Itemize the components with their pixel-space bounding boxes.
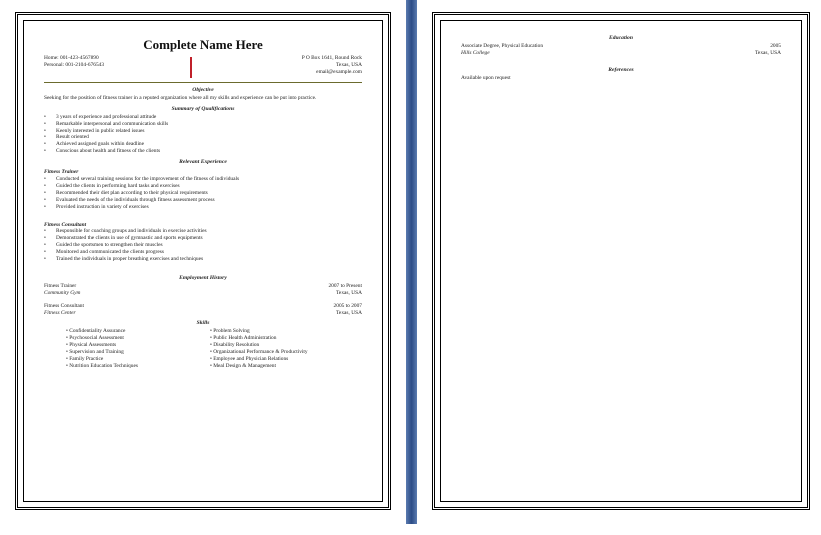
page-1-content: [44, 37, 362, 370]
skill-item[interactable]: • Psychosocial Assessment: [66, 335, 210, 342]
list-item[interactable]: • Responsible for coaching groups and individuals in exercise activities: [44, 228, 362, 235]
employment-company[interactable]: Community Gym: [44, 289, 81, 296]
education-location[interactable]: Texas, USA: [755, 49, 781, 56]
employment-row: [44, 310, 362, 317]
objective-heading[interactable]: Objective: [192, 87, 214, 93]
list-item[interactable]: • Conducted several training sessions for the improvement of the fitness of individuals: [44, 176, 362, 183]
list-item[interactable]: • Trained the individuals in proper breathing exercises and techniques: [44, 256, 362, 263]
skill-item[interactable]: • Meal Design & Management: [210, 363, 354, 370]
education-row: [461, 50, 781, 57]
list-item[interactable]: • Evaluated the needs of the individuals through fitness assessment process: [44, 197, 362, 204]
resume-page-2: [432, 12, 810, 510]
skills-right-column: [210, 328, 354, 369]
employment-row: [44, 290, 362, 297]
skill-item[interactable]: • Family Practice: [66, 356, 210, 363]
contact-block: [44, 55, 362, 81]
job-title[interactable]: Fitness Trainer: [44, 169, 79, 176]
email[interactable]: email@example.com: [316, 68, 362, 75]
skill-item[interactable]: • Disability Resolution: [210, 342, 354, 349]
page-2-content: [461, 35, 781, 82]
resume-page-1: [15, 12, 391, 510]
page-gutter: [406, 0, 417, 524]
references-heading[interactable]: References: [608, 66, 634, 73]
employment-row: [44, 303, 362, 310]
skill-item[interactable]: • Confidentiality Assurance: [66, 328, 210, 335]
job-duties-list: [44, 228, 362, 263]
address-line-1[interactable]: P O Box 1641, Round Rock: [301, 55, 362, 61]
home-phone[interactable]: Home: 001-423-4567890: [44, 55, 99, 61]
experience-heading[interactable]: Relevant Experience: [179, 159, 227, 166]
skill-item[interactable]: • Nutrition Education Techniques: [66, 363, 210, 370]
skill-item[interactable]: • Public Health Administration: [210, 335, 354, 342]
skill-item[interactable]: • Physical Assessments: [66, 342, 210, 349]
skill-item[interactable]: • Supervision and Training: [66, 349, 210, 356]
list-item[interactable]: • Guided the clients in performing hard tasks and exercises: [44, 183, 362, 190]
header-divider: [44, 82, 362, 83]
references-text[interactable]: Available upon request: [461, 74, 511, 81]
employment-position[interactable]: Fitness Trainer: [44, 282, 77, 289]
skill-item[interactable]: • Problem Solving: [210, 328, 354, 335]
list-item[interactable]: • Conscious about health and fitness of the clients: [44, 148, 362, 155]
page-2-inner-border: [440, 20, 802, 502]
contact-address: [302, 55, 362, 76]
employment-heading[interactable]: Employment History: [179, 274, 227, 281]
list-item[interactable]: • Demonstrated the clients in use of gymnastic and sports equipments: [44, 235, 362, 242]
list-item[interactable]: • 3 years of experience and professional attitude: [44, 114, 362, 121]
list-item[interactable]: • Result oriented: [44, 134, 362, 141]
resume-name[interactable]: Complete Name Here: [143, 37, 263, 52]
list-item[interactable]: • Provided instruction in variety of exercises: [44, 204, 362, 211]
skills-left-column: [66, 328, 210, 369]
list-item[interactable]: • Remarkable interpersonal and communication skills: [44, 121, 362, 128]
employment-dates[interactable]: 2005 to 2007: [333, 302, 362, 309]
education-row: [461, 43, 781, 50]
employment-dates[interactable]: 2007 to Present: [328, 282, 362, 289]
contact-phones: [44, 55, 104, 69]
qualifications-list: [44, 114, 362, 155]
employment-location[interactable]: Texas, USA: [336, 309, 362, 316]
job-title[interactable]: Fitness Consultant: [44, 221, 87, 228]
education-degree[interactable]: Associate Degree, Physical Education: [461, 42, 544, 49]
skills-columns: [44, 328, 362, 369]
education-heading[interactable]: Education: [609, 35, 633, 41]
employment-position[interactable]: Fitness Consultant: [44, 302, 84, 309]
job-duties-list: [44, 176, 362, 211]
employment-row: [44, 283, 362, 290]
education-school[interactable]: Hills College: [461, 49, 490, 56]
education-year[interactable]: 2005: [770, 42, 781, 49]
list-item[interactable]: • Guided the sportsmen to strengthen their muscles: [44, 242, 362, 249]
list-item[interactable]: • Achieved assigned goals within deadline: [44, 141, 362, 148]
skills-heading[interactable]: Skills: [196, 320, 210, 327]
list-item[interactable]: • Monitored and communicated the clients progress: [44, 249, 362, 256]
list-item[interactable]: • Keenly interested in public related issues: [44, 128, 362, 135]
skill-item[interactable]: • Organizational Performance & Productivity: [210, 349, 354, 356]
address-line-2[interactable]: Texas, USA: [336, 61, 362, 68]
list-item[interactable]: • Recommended their diet plan according to their physical requirements: [44, 190, 362, 197]
employment-company[interactable]: Fitness Center: [44, 309, 76, 316]
employment-location[interactable]: Texas, USA: [336, 289, 362, 296]
qualifications-heading[interactable]: Summary of Qualifications: [171, 105, 235, 112]
personal-phone[interactable]: Personal: 001-2104-676543: [44, 61, 105, 68]
objective-text[interactable]: Seeking for the position of fitness trainer in a reputed organization where all my skills and experience can be put into practice.: [44, 94, 317, 101]
skill-item[interactable]: • Employee and Physician Relations: [210, 356, 354, 363]
text-cursor: [190, 57, 192, 78]
